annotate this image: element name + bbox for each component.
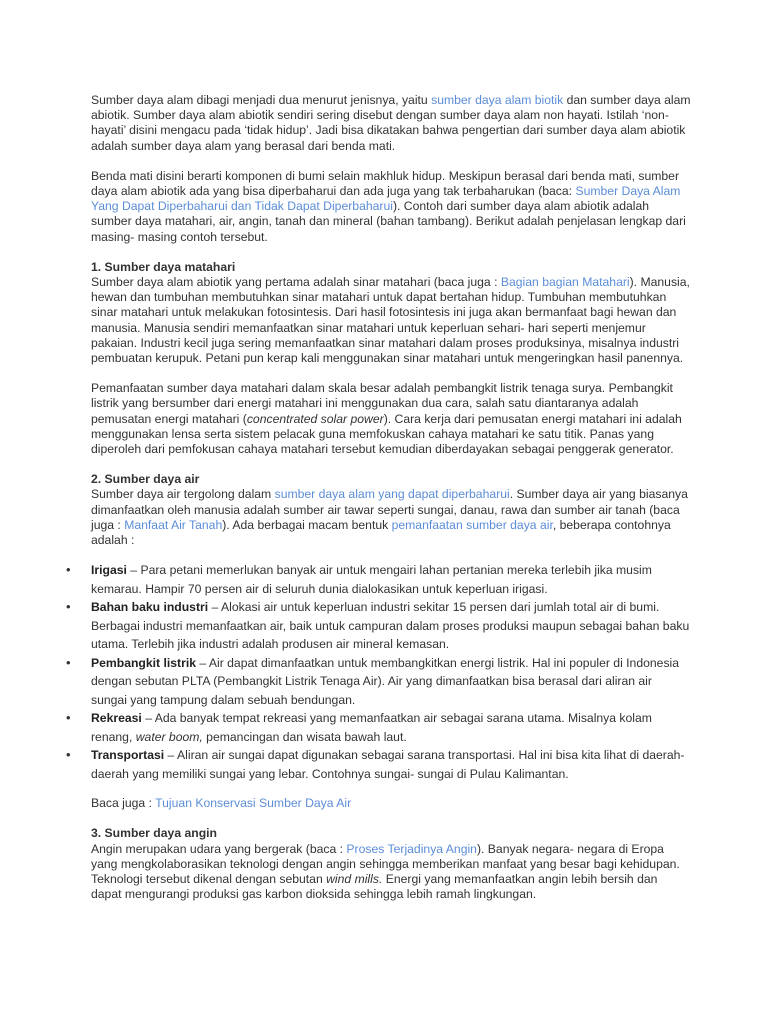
matahari-paragraph: Sumber daya alam abiotik yang pertama adalah sinar matahari (baca juga : Bagian bagian Matahari). Manusia, hewan dan tumbuhan membutuhkan sinar matahari untuk dapat bertahan hidup. Tumbuhan membutuhkan sinar matahari untuk melakukan fotosintesis. Dari hasil fotosintesis ini juga akan bermanfaat bagi hewan dan manusia. Manusia sendiri memanfaatkan sinar matahari untuk keperluan sehari- hari seperti menjemur pakaian. Industri kecil juga sering memanfaatkan sinar matahari dalam proses produksinya, misalnya industri pembuatan kerupuk. Petani pun kerap kali menggunakan sinar matahari untuk mengeringkan hasil panennya. <box>91 275 690 366</box>
link-manfaat-air-tanah[interactable]: Manfaat Air Tanah <box>124 517 223 532</box>
air-paragraph: Sumber daya air tergolong dalam sumber daya alam yang dapat diperbaharui. Sumber daya air yang biasanya dimanfaatkan oleh manusia adalah sumber air tawar seperti sungai, danau, rawa dan sumber air tanah (baca juga : Manfaat Air Tanah). Ada berbagai macam bentuk pemanfaatan sumber daya air, beberapa contohnya adalah : <box>91 487 688 548</box>
heading-angin: 3. Sumber daya angin <box>91 826 217 841</box>
heading-air: 2. Sumber daya air <box>91 472 200 487</box>
link-konservasi-air[interactable]: Tujuan Konservasi Sumber Daya Air <box>155 796 352 811</box>
article-body <box>66 93 691 903</box>
abiotik-paragraph: Benda mati disini berarti komponen di bumi selain makhluk hidup. Meskipun berasal dari benda mati, sumber daya alam abiotik ada yang bisa diperbaharui dan ada juga yang tak terbaharukan (baca: Sumber Daya Alam Yang Dapat Diperbaharui dan Tidak Dapat Diperbaharui). Contoh dari sumber daya alam abiotik adalah sumber daya matahari, air, angin, tanah dan mineral (bahan tambang). Berikut adalah penjelasan lengkap dari masing- masing contoh tersebut. <box>91 168 686 244</box>
list-item: • Pembangkit listrik – Air dapat dimanfaatkan untuk membangkitkan energi listrik. Hal ini populer di Indonesia dengan sebutan PLTA (Pembangkit Listrik Tenaga Air). Air yang dimanfaatkan bisa berasal dari aliran air sungai yang tampung dalam sebuah bendungan. <box>66 654 680 707</box>
list-item: • Irigasi – Para petani memerlukan banyak air untuk mengairi lahan pertanian mereka terlebih jika musim kemarau. Hampir 70 persen air di seluruh dunia dialokasikan untuk keperluan irigasi. <box>66 562 652 596</box>
link-sda-dapat-diperbaharui[interactable]: sumber daya alam yang dapat diperbaharui <box>274 487 510 502</box>
list-item: • Rekreasi – Ada banyak tempat rekreasi yang memanfaatkan air sebagai sarana utama. Misalnya kolam renang, water boom, pemancingan dan wisata bawah laut. <box>66 710 652 744</box>
list-item: • Transportasi – Aliran air sungai dapat digunakan sebagai sarana transportasi. Hal ini bisa kita lihat di daerah- daerah yang memiliki sungai yang lebar. Contohnya sungai- sungai di Pulau Kalimantan. <box>66 747 685 781</box>
solar-power-paragraph: Pemanfaatan sumber daya matahari dalam skala besar adalah pembangkit listrik tenaga surya. Pembangkit listrik yang bersumber dari energi matahari ini menggunakan dua cara, salah satu diantaranya adalah pemusatan energi matahari (concentrated solar power). Cara kerja dari pemusatan energi matahari ini adalah menggunakan lensa serta sistem pelacak guna memfokuskan cahaya matahari ke satu titik. Panas yang diperoleh dari pemfokusan cahaya matahari tersebut kemudian diberdayakan sebagai penggerak generator. <box>91 381 682 457</box>
bullet-icon: • <box>66 710 71 726</box>
intro-paragraph: Sumber daya alam dibagi menjadi dua menurut jenisnya, yaitu sumber daya alam biotik dan sumber daya alam abiotik. Sumber daya alam abiotik sendiri sering disebut dengan sumber daya alam non hayati. Istilah ‘non- hayati’ disini mengacu pada ‘tidak hidup’. Jadi bisa dikatakan bahwa pengertian dari sumber daya alam abiotik adalah sumber daya alam yang berasal dari benda mati. <box>91 93 691 153</box>
heading-matahari: 1. Sumber daya matahari <box>91 259 236 274</box>
bullet-icon: • <box>66 747 71 763</box>
link-sda-diperbaharui[interactable]: Sumber Daya Alam Yang Dapat Diperbaharui dan Tidak Dapat Diperbaharui <box>91 184 681 214</box>
baca-juga: Baca juga : Tujuan Konservasi Sumber Daya Air <box>91 796 352 811</box>
link-biotik[interactable]: sumber daya alam biotik <box>431 93 564 107</box>
angin-paragraph: Angin merupakan udara yang bergerak (baca : Proses Terjadinya Angin). Banyak negara- negara di Eropa yang mengkolaborasikan teknologi dengan angin sehingga memberikan manfaat yang besar bagi kehidupan. Teknologi tersebut dikenal dengan sebutan wind mills. Energi yang memanfaatkan angin lebih bersih dan dapat mengurangi produksi gas karbon dioksida sehingga lebih ramah lingkungan. <box>91 841 680 902</box>
list-item: • Bahan baku industri – Alokasi air untuk keperluan industri sekitar 15 persen dari jumlah total air di bumi. Berbagai industri memanfaatkan air, baik untuk campuran dalam proses produksi maupun sebagai bahan baku utama. Terlebih jika industri adalah produsen air mineral kemasan. <box>66 599 690 652</box>
link-bagian-matahari[interactable]: Bagian bagian Matahari <box>500 275 630 290</box>
link-pemanfaatan-air[interactable]: pemanfaatan sumber daya air <box>391 517 553 532</box>
air-uses-list <box>66 561 691 783</box>
bullet-icon: • <box>66 599 71 615</box>
bullet-icon: • <box>66 562 71 578</box>
bullet-icon: • <box>66 654 71 670</box>
link-proses-angin[interactable]: Proses Terjadinya Angin <box>346 841 477 856</box>
